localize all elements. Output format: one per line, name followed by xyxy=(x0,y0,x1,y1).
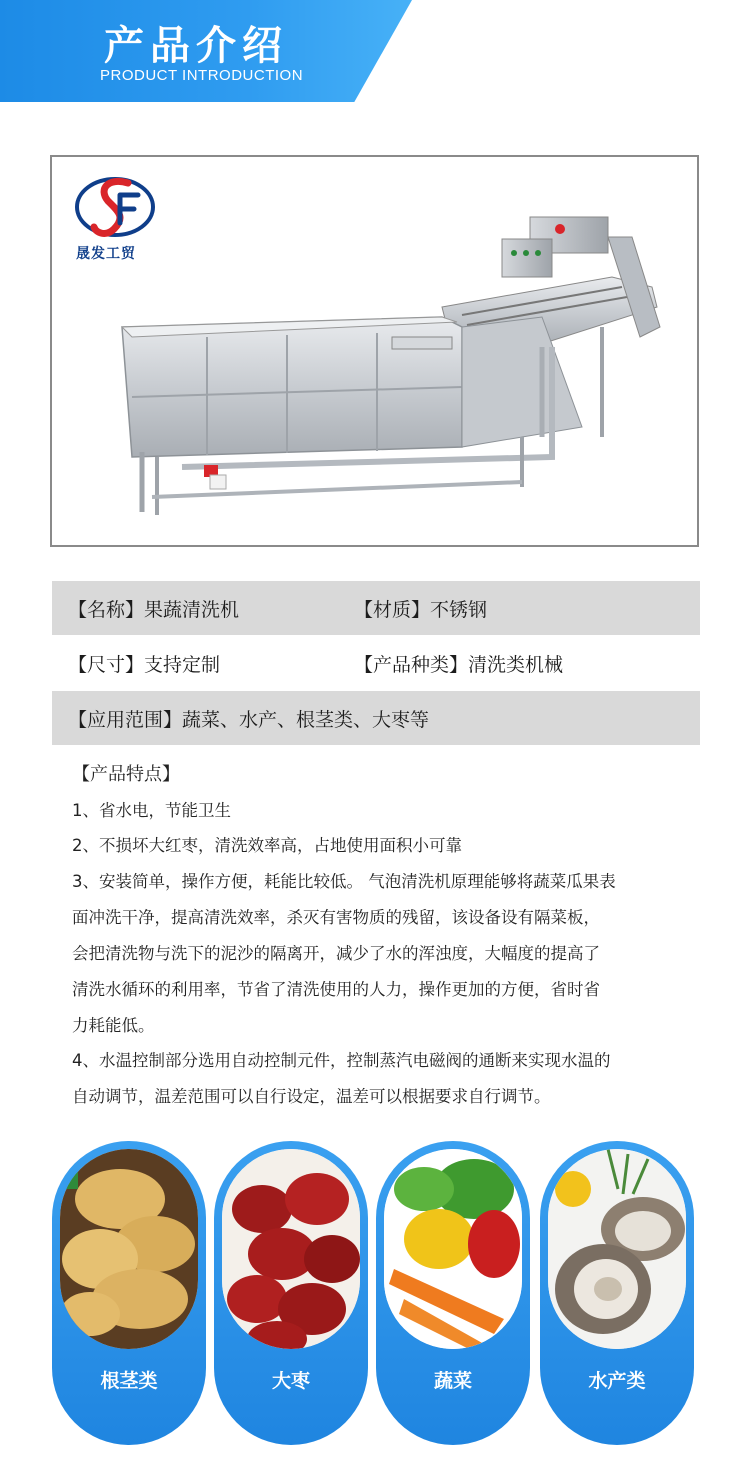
feature-line: 清洗水循环的利用率，节省了清洗使用的人力，操作更加的方便，省时省 xyxy=(72,980,600,999)
feature-line: 4、水温控制部分选用自动控制元件，控制蒸汽电磁阀的通断来实现水温的 xyxy=(72,1051,611,1070)
spec-name: 【名称】果蔬清洗机 xyxy=(68,599,240,621)
feature-line: 力耗能低。 xyxy=(72,1016,155,1035)
spec-material: 【材质】不锈钢 xyxy=(354,599,488,621)
washing-machine-icon xyxy=(112,197,682,527)
feature-line: 2、不损坏大红枣，清洗效率高，占地使用面积小可靠 xyxy=(72,836,462,855)
feature-line: 会把清洗物与洗下的泥沙的隔离开，减少了水的浑浊度，大幅度的提高了 xyxy=(72,944,600,963)
potato-photo-icon xyxy=(60,1149,198,1349)
spec-application: 【应用范围】蔬菜、水产、根茎类、大枣等 xyxy=(68,709,430,731)
spec-size: 【尺寸】支持定制 xyxy=(68,654,221,676)
category-label: 大枣 xyxy=(271,1370,310,1392)
vegetables-photo-icon xyxy=(384,1149,522,1349)
jujube-photo-icon xyxy=(222,1149,360,1349)
section-subtitle: PRODUCT INTRODUCTION xyxy=(100,67,304,84)
product-photo xyxy=(50,155,699,547)
category-label: 水产类 xyxy=(588,1370,646,1392)
category-card-root xyxy=(52,1141,206,1445)
category-card-jujube xyxy=(214,1141,368,1445)
spec-row-application xyxy=(52,691,700,745)
feature-line: 1、省水电，节能卫生 xyxy=(72,801,231,820)
section-title: 产品介绍 xyxy=(104,23,288,69)
oyster-photo-icon xyxy=(548,1149,686,1349)
header-banner xyxy=(0,0,750,104)
category-card-seafood xyxy=(540,1141,694,1445)
feature-line: 面冲洗干净，提高清洗效率，杀灭有害物质的残留，该设备设有隔菜板， xyxy=(72,908,600,927)
category-card-vegetables xyxy=(376,1141,530,1445)
spec-row-size-type xyxy=(52,636,700,690)
feature-line: 自动调节，温差范围可以自行设定，温差可以根据要求自行调节。 xyxy=(72,1087,551,1106)
category-label: 根茎类 xyxy=(100,1370,158,1392)
spec-row-name-material xyxy=(52,581,700,635)
category-label: 蔬菜 xyxy=(433,1370,472,1392)
feature-line: 3、安装简单，操作方便，耗能比较低。 气泡清洗机原理能够将蔬菜瓜果表 xyxy=(72,872,616,891)
spec-type: 【产品种类】清洗类机械 xyxy=(354,654,564,676)
brand-name: 晟发工贸 xyxy=(76,246,136,262)
features-title: 【产品特点】 xyxy=(72,764,180,785)
